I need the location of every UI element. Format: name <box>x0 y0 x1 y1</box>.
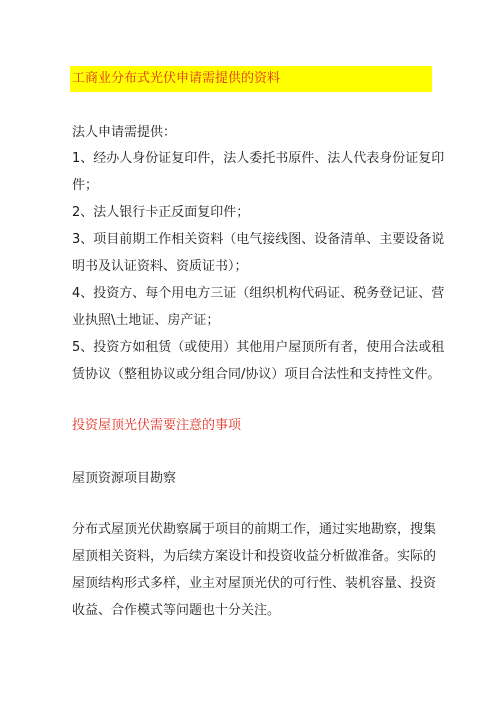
list-item-5-line-1: 5、投资方如租赁（或使用）其他用户屋顶所有者，使用合法或租 <box>72 340 445 355</box>
list-item-2: 2、法人银行卡正反面复印件； <box>72 205 250 220</box>
subheading: 屋顶资源项目勘察 <box>72 471 177 486</box>
paragraph-line-2: 屋顶相关资料，为后续方案设计和投资收益分析做准备。实际的 <box>72 549 437 564</box>
section-2-title: 投资屋顶光伏需要注意的事项 <box>72 418 242 433</box>
list-item-4-line-2: 业执照\土地证、房产证； <box>72 313 220 328</box>
intro-text: 法人申请需提供： <box>72 125 177 140</box>
list-item-3-line-2: 明书及认证资料、资质证书）； <box>72 259 248 274</box>
list-item-1-line-2: 件； <box>72 178 99 193</box>
list-item-1-line-1: 1、经办人身份证复印件，法人委托书原件、法人代表身份证复印 <box>72 151 445 166</box>
list-item-4-line-1: 4、投资方、每个用电方三证（组织机构代码证、税务登记证、营 <box>72 286 445 301</box>
paragraph-line-4: 收益、合作模式等问题也十分关注。 <box>72 603 281 618</box>
paragraph-line-3: 屋顶结构形式多样，业主对屋顶光伏的可行性、装机容量、投资 <box>72 576 437 591</box>
section-title-highlight <box>70 66 432 92</box>
paragraph-line-1: 分布式屋顶光伏勘察属于项目的前期工作，通过实地勘察，搜集 <box>72 522 437 537</box>
section-title: 工商业分布式光伏申请需提供的资料 <box>72 71 281 86</box>
list-item-3-line-1: 3、项目前期工作相关资料（电气接线图、设备清单、主要设备说 <box>72 232 445 247</box>
list-item-5-line-2: 赁协议（整租协议或分组合同/协议）项目合法性和支持性文件。 <box>72 367 441 382</box>
